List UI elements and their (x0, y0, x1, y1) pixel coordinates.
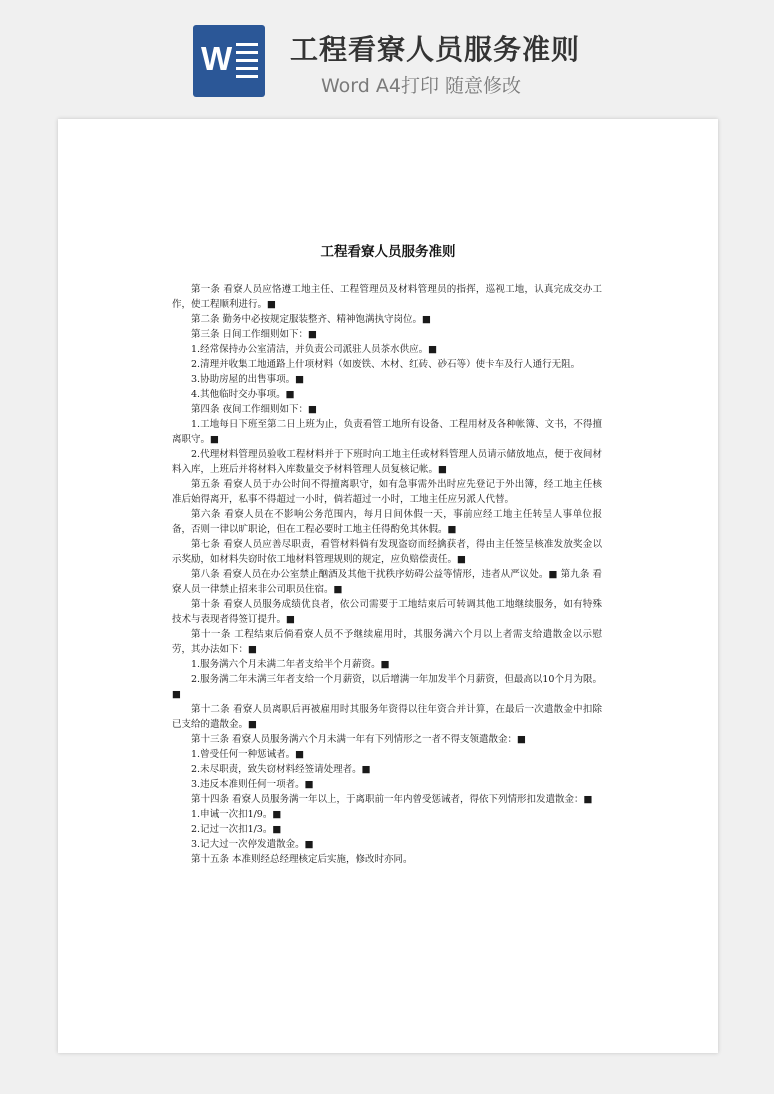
paragraph: 2.代理材料管理员验收工程材料并于下班时向工地主任或材料管理人员请示储放地点，便于夜间材料入库，上班后并将材料入库数量交予材料管理人员复核记帐。■ (172, 449, 602, 475)
paragraph: 第十一条 工程结束后倘看寮人员不予继续雇用时，其服务满六个月以上者需支给遣散金以示慰劳，其办法如下：■ (172, 629, 602, 655)
paragraph: 第十条 看寮人员服务成绩优良者，依公司需要于工地结束后可转调其他工地继续服务，如有特殊技术与表现者得签订提升。■ (172, 599, 602, 625)
paragraph: 2.记过一次扣1/3。■ (191, 824, 282, 835)
paragraph: 1.工地每日下班至第二日上班为止，负责看管工地所有设备、工程用材及各种帐簿、文书，不得擅离职守。■ (172, 419, 602, 445)
word-icon-lines (236, 43, 258, 83)
paragraph: 第十三条 看寮人员服务满六个月未满一年有下列情形之一者不得支领遣散金：■ (191, 734, 526, 745)
paragraph: 第五条 看寮人员于办公时间不得擅离职守，如有急事需外出时应先登记于外出簿，经工地主任核准后始得离开，私事不得超过一小时，倘若超过一小时，工地主任应另派人代替。 (172, 479, 602, 505)
paragraph: 第六条 看寮人员在不影响公务范围内，每月日间休假一天，事前应经工地主任转呈人事单位报备，否则一律以旷职论，但在工程必要时工地主任得酌免其休假。■ (172, 509, 602, 535)
word-document-icon (193, 25, 265, 97)
banner-title: 工程看寮人员服务准则 (290, 33, 581, 66)
paragraph: 1.申诫一次扣1/9。■ (191, 809, 282, 820)
paragraph: 3.违反本准则任何一项者。■ (191, 779, 314, 790)
paragraph: 1.服务满六个月未满二年者支给半个月薪资。■ (191, 659, 390, 670)
paragraph: 第三条 日间工作细则如下：■ (191, 329, 317, 340)
paragraph: 第八条 看寮人员在办公室禁止酗酒及其他干扰秩序妨碍公益等情形，违者从严议处。■ 第九条 看寮人员一律禁止招来非公司职员住宿。■ (172, 569, 602, 595)
paragraph: 2.清理并收集工地通路上什项材料（如废铁、木材、红砖、砂石等）使卡车及行人通行无阻。 (191, 359, 581, 370)
paragraph: 3.记大过一次停发遣散金。■ (191, 839, 314, 850)
paragraph: 3.协助房屋的出售事项。■ (191, 374, 305, 385)
paragraph: 第七条 看寮人员应善尽职责，看管材料倘有发现盗窃而经擒获者，得由主任签呈核准发放奖金以示奖励，如材料失窃时依工地材料管理规则的规定，应负赔偿责任。■ (172, 539, 602, 565)
document-body (172, 282, 602, 867)
paragraph: 第二条 勤务中必按规定服装整齐、精神饱满执守岗位。■ (191, 314, 431, 325)
paragraph: 1.经常保持办公室清洁，并负责公司派驻人员茶水供应。■ (191, 344, 438, 355)
header-banner (0, 0, 774, 118)
paragraph: 第四条 夜间工作细则如下：■ (191, 404, 317, 415)
paragraph: 2.服务满二年未满三年者支给一个月薪资，以后增满一年加发半个月薪资，但最高以10个月为限。■ (172, 674, 602, 700)
paragraph: 1.曾受任何一种惩诫者。■ (191, 749, 305, 760)
paragraph: 2.未尽职责，致失窃材料经签请处理者。■ (191, 764, 371, 775)
paragraph: 第十四条 看寮人员服务满一年以上，于离职前一年内曾受惩诫者，得依下列情形扣发遣散金：■ (191, 794, 593, 805)
paragraph: 第十五条 本准则经总经理核定后实施，修改时亦同。 (191, 854, 413, 865)
paragraph: 第十二条 看寮人员离职后再被雇用时其服务年资得以往年资合并计算，在最后一次遣散金中扣除已支给的遣散金。■ (172, 704, 602, 730)
paragraph: 4.其他临时交办事项。■ (191, 389, 295, 400)
paragraph: 第一条 看寮人员应恪遵工地主任、工程管理员及材料管理员的指挥，巡视工地，认真完成交办工作，使工程顺利进行。■ (172, 284, 602, 310)
document-page (58, 119, 718, 1053)
banner-subtitle: Word A4打印 随意修改 (321, 75, 522, 97)
word-icon-letter: W (201, 40, 233, 77)
document-title: 工程看寮人员服务准则 (320, 244, 456, 260)
